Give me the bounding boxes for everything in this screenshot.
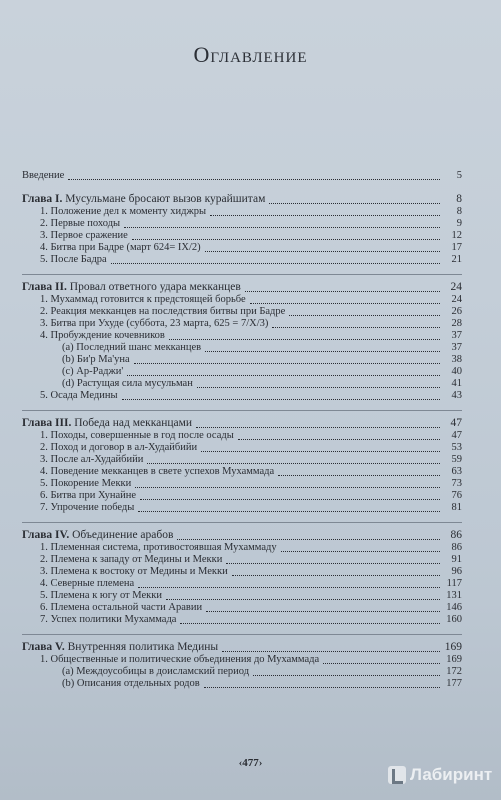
toc-section bbox=[22, 390, 462, 402]
toc-section bbox=[22, 654, 462, 666]
toc-item-page: 96 bbox=[451, 566, 462, 577]
toc-chapter-label bbox=[22, 528, 175, 542]
toc-item-page: 73 bbox=[451, 478, 462, 489]
leader-dots bbox=[278, 466, 440, 476]
toc-section bbox=[22, 442, 462, 454]
toc-chapter-page: 86 bbox=[450, 529, 462, 541]
toc-item-label: 6. Племена остальной части Аравии bbox=[40, 602, 203, 613]
leader-dots bbox=[204, 678, 440, 688]
leader-dots bbox=[245, 282, 440, 292]
leader-dots bbox=[138, 578, 440, 588]
leader-dots bbox=[166, 590, 440, 600]
toc-subsection bbox=[22, 378, 462, 390]
toc-subsection bbox=[22, 342, 462, 354]
chapter-separator bbox=[22, 522, 462, 523]
leader-dots bbox=[68, 170, 440, 180]
toc-item-label: 4. Пробуждение кочевников bbox=[40, 330, 165, 341]
leader-dots bbox=[323, 654, 440, 664]
leader-dots bbox=[289, 306, 440, 316]
toc-item-page: 172 bbox=[446, 666, 462, 677]
toc-item-page: 38 bbox=[451, 354, 462, 365]
toc-section bbox=[22, 230, 462, 242]
toc-item-label: 5. Осада Медины bbox=[40, 390, 118, 401]
toc-item-page: 47 bbox=[451, 430, 462, 441]
watermark bbox=[388, 760, 498, 790]
leader-dots bbox=[177, 530, 440, 540]
leader-dots bbox=[238, 430, 440, 440]
toc-item-page: 86 bbox=[451, 542, 462, 553]
toc-item-label: 2. Первые походы bbox=[40, 218, 121, 229]
leader-dots bbox=[111, 254, 440, 264]
chapter-number: Глава V. bbox=[22, 641, 65, 653]
toc-item-page: 12 bbox=[451, 230, 462, 241]
toc-item-label: 4. Битва при Бадре (март 624= IX/2) bbox=[40, 242, 201, 253]
toc-item-page: 177 bbox=[446, 678, 462, 689]
toc-item-page: 28 bbox=[451, 318, 462, 329]
leader-dots bbox=[138, 502, 440, 512]
toc-item-label: 7. Упрочение победы bbox=[40, 502, 135, 513]
toc-section bbox=[22, 502, 462, 514]
toc-item-label: 1. Положение дел к моменту хиджры bbox=[40, 206, 207, 217]
toc-item-page: 43 bbox=[451, 390, 462, 401]
toc-item-label: 4. Северные племена bbox=[40, 578, 135, 589]
leader-dots bbox=[135, 478, 440, 488]
toc-subsection bbox=[22, 666, 462, 678]
toc-chapter-page: 8 bbox=[456, 193, 462, 205]
toc-item-label: 3. Племена к востоку от Медины и Мекки bbox=[40, 566, 228, 577]
labirint-logo-icon bbox=[388, 766, 406, 784]
toc-section bbox=[22, 602, 462, 614]
toc-section bbox=[22, 254, 462, 266]
toc-chapter-page: 47 bbox=[450, 417, 462, 429]
toc-item-label: 5. Покорение Мекки bbox=[40, 478, 132, 489]
leader-dots bbox=[127, 366, 440, 376]
chapter-number: Глава IV. bbox=[22, 529, 70, 541]
toc-chapter-label bbox=[22, 192, 267, 206]
chapter-separator bbox=[22, 274, 462, 275]
toc-section bbox=[22, 294, 462, 306]
toc-section bbox=[22, 542, 462, 554]
leader-dots bbox=[147, 454, 440, 464]
table-of-contents bbox=[22, 170, 462, 690]
leader-dots bbox=[140, 490, 440, 500]
toc-item-label: 2. Племена к западу от Медины и Мекки bbox=[40, 554, 223, 565]
toc-item-page: 24 bbox=[451, 294, 462, 305]
toc-item-page: 169 bbox=[446, 654, 462, 665]
toc-item-page: 41 bbox=[451, 378, 462, 389]
toc-section bbox=[22, 430, 462, 442]
leader-dots bbox=[281, 542, 440, 552]
leader-dots bbox=[132, 230, 440, 240]
toc-chapter bbox=[22, 192, 462, 206]
toc-section bbox=[22, 318, 462, 330]
toc-section bbox=[22, 330, 462, 342]
toc-chapter bbox=[22, 528, 462, 542]
page-number: ‹477› bbox=[238, 757, 263, 769]
leader-dots bbox=[134, 354, 440, 364]
toc-item-label: (b) Описания отдельных родов bbox=[62, 678, 200, 689]
chapter-title: Провал ответного удара мекканцев bbox=[69, 281, 241, 293]
show-through-text bbox=[290, 55, 501, 165]
chapter-number: Глава III. bbox=[22, 417, 72, 429]
leader-dots bbox=[269, 194, 440, 204]
chapter-number: Глава II. bbox=[22, 281, 67, 293]
toc-item-label: 3. После ал-Худайбийи bbox=[40, 454, 144, 465]
toc-intro-label: Введение bbox=[22, 170, 65, 181]
toc-item-label: 2. Реакция мекканцев на последствия битвы при Бадре bbox=[40, 306, 286, 317]
toc-item-label: 3. Битва при Ухуде (суббота, 23 марта, 625 = 7/X/3) bbox=[40, 318, 269, 329]
toc-subsection bbox=[22, 354, 462, 366]
toc-chapter bbox=[22, 640, 462, 654]
toc-chapter-label bbox=[22, 416, 194, 430]
leader-dots bbox=[232, 566, 440, 576]
toc-item-label: 1. Походы, совершенные в год после осады bbox=[40, 430, 234, 441]
toc-chapter-label bbox=[22, 640, 220, 654]
leader-dots bbox=[201, 442, 440, 452]
toc-item-label: 6. Битва при Хунайне bbox=[40, 490, 137, 501]
leader-dots bbox=[180, 614, 440, 624]
toc-section bbox=[22, 554, 462, 566]
watermark-text: Лабиринт bbox=[410, 765, 493, 784]
leader-dots bbox=[253, 666, 440, 676]
leader-dots bbox=[222, 642, 440, 652]
leader-dots bbox=[205, 242, 440, 252]
toc-item-label: 7. Успех политики Мухаммада bbox=[40, 614, 177, 625]
toc-item-label: 4. Поведение мекканцев в свете успехов Мухаммада bbox=[40, 466, 275, 477]
toc-item-page: 37 bbox=[451, 330, 462, 341]
toc-item-label: 1. Общественные и политические объединения до Мухаммада bbox=[40, 654, 320, 665]
toc-item-page: 26 bbox=[451, 306, 462, 317]
toc-item-label: (c) Ар-Раджи' bbox=[62, 366, 124, 377]
toc-item-page: 131 bbox=[446, 590, 462, 601]
toc-item-label: (d) Растущая сила мусульман bbox=[62, 378, 193, 389]
chapter-title: Победа над мекканцами bbox=[74, 417, 193, 429]
toc-item-page: 21 bbox=[451, 254, 462, 265]
toc-section bbox=[22, 614, 462, 626]
chapter-title: Объединение арабов bbox=[72, 529, 174, 541]
toc-item-page: 37 bbox=[451, 342, 462, 353]
toc-section bbox=[22, 590, 462, 602]
toc-item-page: 76 bbox=[451, 490, 462, 501]
toc-section bbox=[22, 466, 462, 478]
toc-item-page: 59 bbox=[451, 454, 462, 465]
toc-item-label: 5. Племена к югу от Мекки bbox=[40, 590, 162, 601]
toc-item-page: 160 bbox=[446, 614, 462, 625]
toc-item-page: 146 bbox=[446, 602, 462, 613]
toc-item-label: 5. После Бадра bbox=[40, 254, 107, 265]
toc-item-page: 8 bbox=[456, 206, 462, 217]
toc-item-page: 63 bbox=[451, 466, 462, 477]
toc-item-page: 40 bbox=[451, 366, 462, 377]
leader-dots bbox=[205, 342, 440, 352]
toc-item-page: 9 bbox=[456, 218, 462, 229]
toc-subsection bbox=[22, 366, 462, 378]
toc-subsection bbox=[22, 678, 462, 690]
toc-item-page: 81 bbox=[451, 502, 462, 513]
chapter-separator bbox=[22, 410, 462, 411]
chapter-separator bbox=[22, 634, 462, 635]
toc-item-page: 53 bbox=[451, 442, 462, 453]
leader-dots bbox=[124, 218, 440, 228]
toc-item-label: (b) Би'р Ма'уна bbox=[62, 354, 130, 365]
toc-chapter bbox=[22, 280, 462, 294]
chapter-title: Внутренняя политика Медины bbox=[67, 641, 219, 653]
toc-section bbox=[22, 306, 462, 318]
toc-item-label: (a) Междоусобицы в доисламский период bbox=[62, 666, 250, 677]
page-title: Оглавление bbox=[193, 42, 308, 67]
toc-section bbox=[22, 206, 462, 218]
leader-dots bbox=[250, 294, 440, 304]
toc-item-label: 1. Мухаммад готовится к предстоящей борьбе bbox=[40, 294, 246, 305]
leader-dots bbox=[122, 390, 440, 400]
toc-item-page: 117 bbox=[446, 578, 462, 589]
toc-section bbox=[22, 218, 462, 230]
toc-section bbox=[22, 478, 462, 490]
leader-dots bbox=[210, 206, 440, 216]
leader-dots bbox=[226, 554, 440, 564]
toc-chapter-label bbox=[22, 280, 243, 294]
toc-section bbox=[22, 454, 462, 466]
leader-dots bbox=[196, 418, 440, 428]
toc-section bbox=[22, 490, 462, 502]
toc-section bbox=[22, 566, 462, 578]
chapter-title: Мусульмане бросают вызов курайшитам bbox=[65, 193, 266, 205]
toc-chapter bbox=[22, 416, 462, 430]
toc-section bbox=[22, 242, 462, 254]
toc-intro bbox=[22, 170, 462, 182]
leader-dots bbox=[206, 602, 440, 612]
toc-item-label: 2. Поход и договор в ал-Худайбийи bbox=[40, 442, 198, 453]
leader-dots bbox=[197, 378, 440, 388]
leader-dots bbox=[169, 330, 440, 340]
chapter-number: Глава I. bbox=[22, 193, 63, 205]
toc-item-page: 91 bbox=[451, 554, 462, 565]
leader-dots bbox=[272, 318, 440, 328]
toc-intro-page: 5 bbox=[456, 170, 462, 181]
toc-item-label: 1. Племенная система, противостоявшая Мухаммаду bbox=[40, 542, 277, 553]
toc-section bbox=[22, 578, 462, 590]
toc-item-label: 3. Первое сражение bbox=[40, 230, 128, 241]
toc-chapter-page: 24 bbox=[450, 281, 462, 293]
toc-item-label: (a) Последний шанс мекканцев bbox=[62, 342, 202, 353]
toc-chapter-page: 169 bbox=[444, 641, 462, 653]
toc-item-page: 17 bbox=[451, 242, 462, 253]
